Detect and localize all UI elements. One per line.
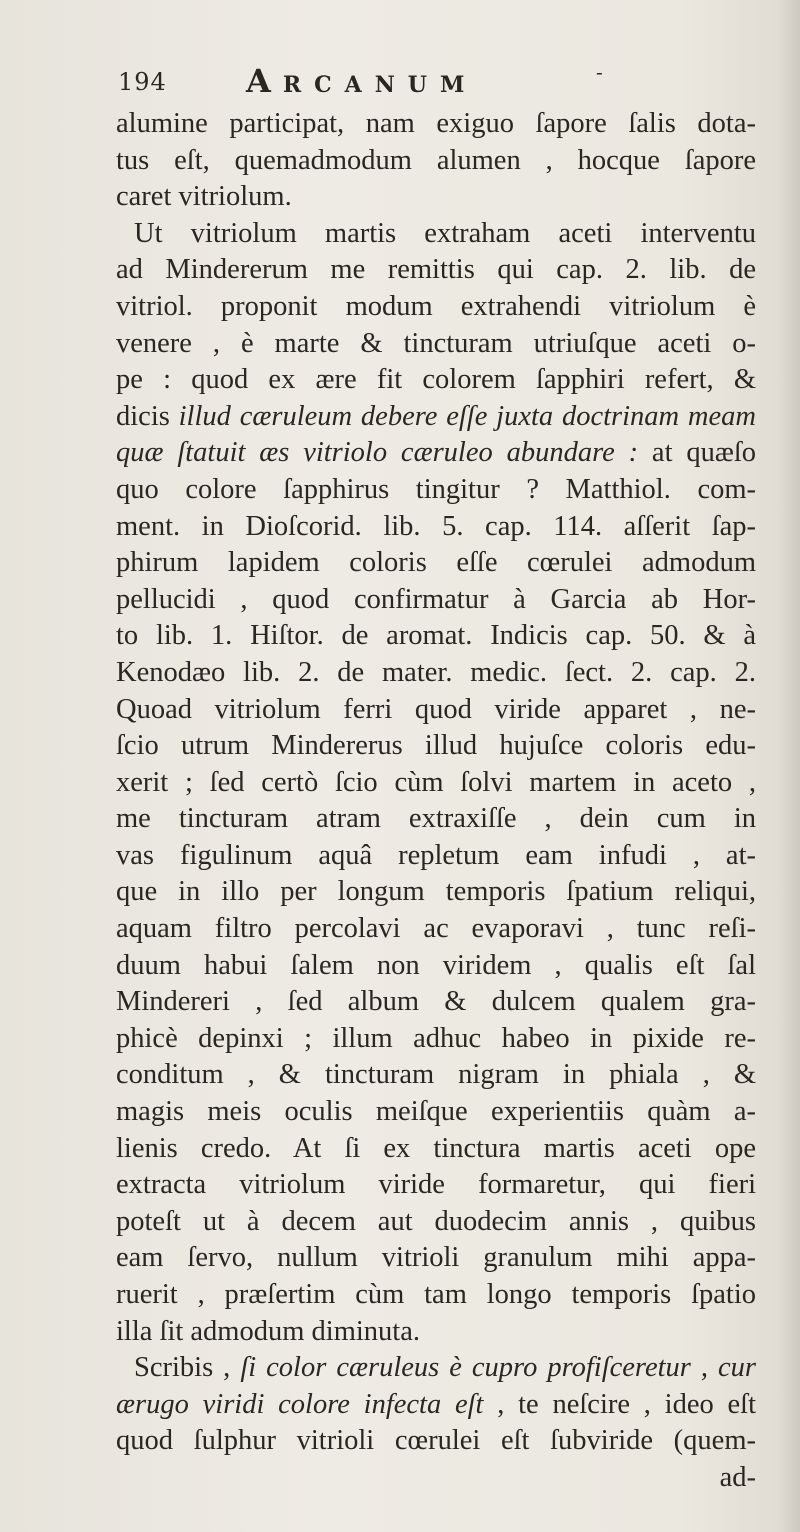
text-line — [116, 509, 756, 546]
page-header — [118, 60, 718, 100]
text-line — [116, 362, 756, 399]
text-line — [116, 1387, 756, 1424]
running-head-initial: A — [246, 62, 283, 100]
text-span: quod ſulphur vitrioli cœrulei eſt ſubviride (quem- — [116, 1425, 756, 1457]
text-line — [116, 874, 756, 911]
body-text — [116, 106, 756, 1497]
text-line — [116, 1167, 756, 1204]
text-span: tus eſt, quemadmodum alumen , hocque ſapore — [116, 144, 756, 176]
text-line — [116, 252, 756, 289]
text-line — [116, 1057, 756, 1094]
text-line — [116, 326, 756, 363]
text-span: vas figulinum aquâ repletum eam infudi , at- — [116, 839, 756, 871]
text-line — [116, 179, 756, 216]
text-line — [116, 216, 756, 253]
text-line — [116, 948, 756, 985]
text-line — [116, 1423, 756, 1460]
text-span: Scribis , — [134, 1352, 241, 1384]
text-span: xerit ; ſed certò ſcio cùm ſolvi martem in aceto , — [116, 766, 756, 798]
text-span: quo colore ſapphirus tingitur ? Matthiol. com- — [116, 473, 756, 505]
running-head — [246, 62, 477, 100]
text-span: ad- — [719, 1461, 756, 1493]
page-number: 194 — [118, 68, 167, 96]
text-span: venere , è marte & tincturam utriuſque aceti o- — [116, 327, 756, 359]
text-span: ment. in Dioſcorid. lib. 5. cap. 114. aſſerit ſap- — [116, 510, 756, 542]
text-span: at quæſo — [638, 437, 756, 469]
text-line — [116, 289, 756, 326]
text-line — [116, 728, 756, 765]
text-span: conditum , & tincturam nigram in phiala , & — [116, 1059, 756, 1091]
text-span: alumine participat, nam exiguo ſapore ſalis dota- — [116, 108, 756, 139]
text-line — [116, 545, 756, 582]
text-line — [116, 984, 756, 1021]
text-span: pe : quod ex ære fit colorem ſapphiri refert, & — [116, 364, 756, 396]
text-span: lienis credo. At ſi ex tinctura martis aceti ope — [116, 1132, 756, 1164]
text-span: duum habui ſalem non viridem , qualis eſt ſal — [116, 949, 756, 981]
text-line — [116, 618, 756, 655]
text-span: Ut vitriolum martis extraham aceti interventu — [134, 217, 756, 249]
italic-text-span: ærugo viridi colore infecta eſt — [116, 1388, 484, 1420]
text-line — [116, 582, 756, 619]
text-line — [116, 143, 756, 180]
text-span: phirum lapidem coloris eſſe cœrulei admodum — [116, 547, 756, 579]
text-line — [116, 655, 756, 692]
text-line — [116, 765, 756, 802]
text-line — [116, 1314, 756, 1351]
text-line — [116, 801, 756, 838]
text-line — [116, 692, 756, 729]
text-span: Quoad vitriolum ferri quod viride apparet , ne- — [116, 693, 756, 725]
text-span: poteſt ut à decem aut duodecim annis , quibus — [116, 1205, 756, 1237]
text-span: aquam filtro percolavi ac evaporavi , tunc reſi- — [116, 913, 756, 945]
text-line — [116, 1240, 756, 1277]
text-span: ſcio utrum Mindererus illud hujuſce coloris edu- — [116, 730, 756, 762]
text-span: Mindereri , ſed album & dulcem qualem gra- — [116, 986, 756, 1018]
text-span: , te neſcire , ideo eſt — [483, 1388, 756, 1420]
text-span: ad Mindererum me remittis qui cap. 2. lib. de — [116, 254, 756, 286]
text-span: eam ſervo, nullum vitrioli granulum mihi appa- — [116, 1242, 756, 1274]
text-line — [116, 106, 756, 143]
text-span: caret vitriolum. — [116, 181, 292, 213]
text-span: ruerit , præſertim cùm tam longo temporis ſpatio — [116, 1279, 756, 1310]
text-span: phicè depinxi ; illum adhuc habeo in pixide re- — [116, 1022, 756, 1054]
page-edge-shadow — [778, 0, 800, 1532]
text-line — [116, 911, 756, 948]
text-line — [116, 1350, 756, 1387]
text-span: me tincturam atram extraxiſſe , dein cum in — [116, 803, 756, 835]
header-mark: - — [596, 60, 603, 84]
text-line — [116, 1204, 756, 1241]
text-line — [116, 1131, 756, 1168]
text-span: que in illo per longum temporis ſpatium reliqui, — [116, 876, 756, 908]
text-span: extracta vitriolum viride formaretur, qui fieri — [116, 1169, 756, 1201]
text-span: dicis — [116, 400, 179, 432]
text-line — [116, 1094, 756, 1131]
text-line — [116, 1021, 756, 1058]
text-span: vitriol. proponit modum extrahendi vitriolum è — [116, 290, 756, 322]
text-span: pellucidi , quod confirmatur à Garcia ab Hor- — [116, 583, 756, 615]
text-line — [116, 1277, 756, 1314]
running-head-rest: RCANUM — [282, 72, 478, 98]
text-line — [116, 399, 756, 436]
italic-text-span: quæ ſtatuit æs vitriolo cæruleo abundare : — [116, 437, 639, 469]
text-line — [116, 472, 756, 509]
text-span: to lib. 1. Hiſtor. de aromat. Indicis cap. 50. & à — [116, 620, 756, 652]
text-span: magis meis oculis meiſque experientiis quàm a- — [116, 1096, 756, 1128]
text-span: illa ſit admodum diminuta. — [116, 1315, 420, 1347]
italic-text-span: ſi color cæruleus è cupro profiſceretur , cur — [240, 1352, 756, 1384]
text-line — [116, 838, 756, 875]
italic-text-span: illud cæruleum debere eſſe juxta doctrinam meam — [178, 400, 756, 432]
text-line — [116, 435, 756, 472]
text-span: Kenodæo lib. 2. de mater. medic. ſect. 2. cap. 2. — [116, 656, 756, 688]
text-line — [116, 1460, 756, 1497]
